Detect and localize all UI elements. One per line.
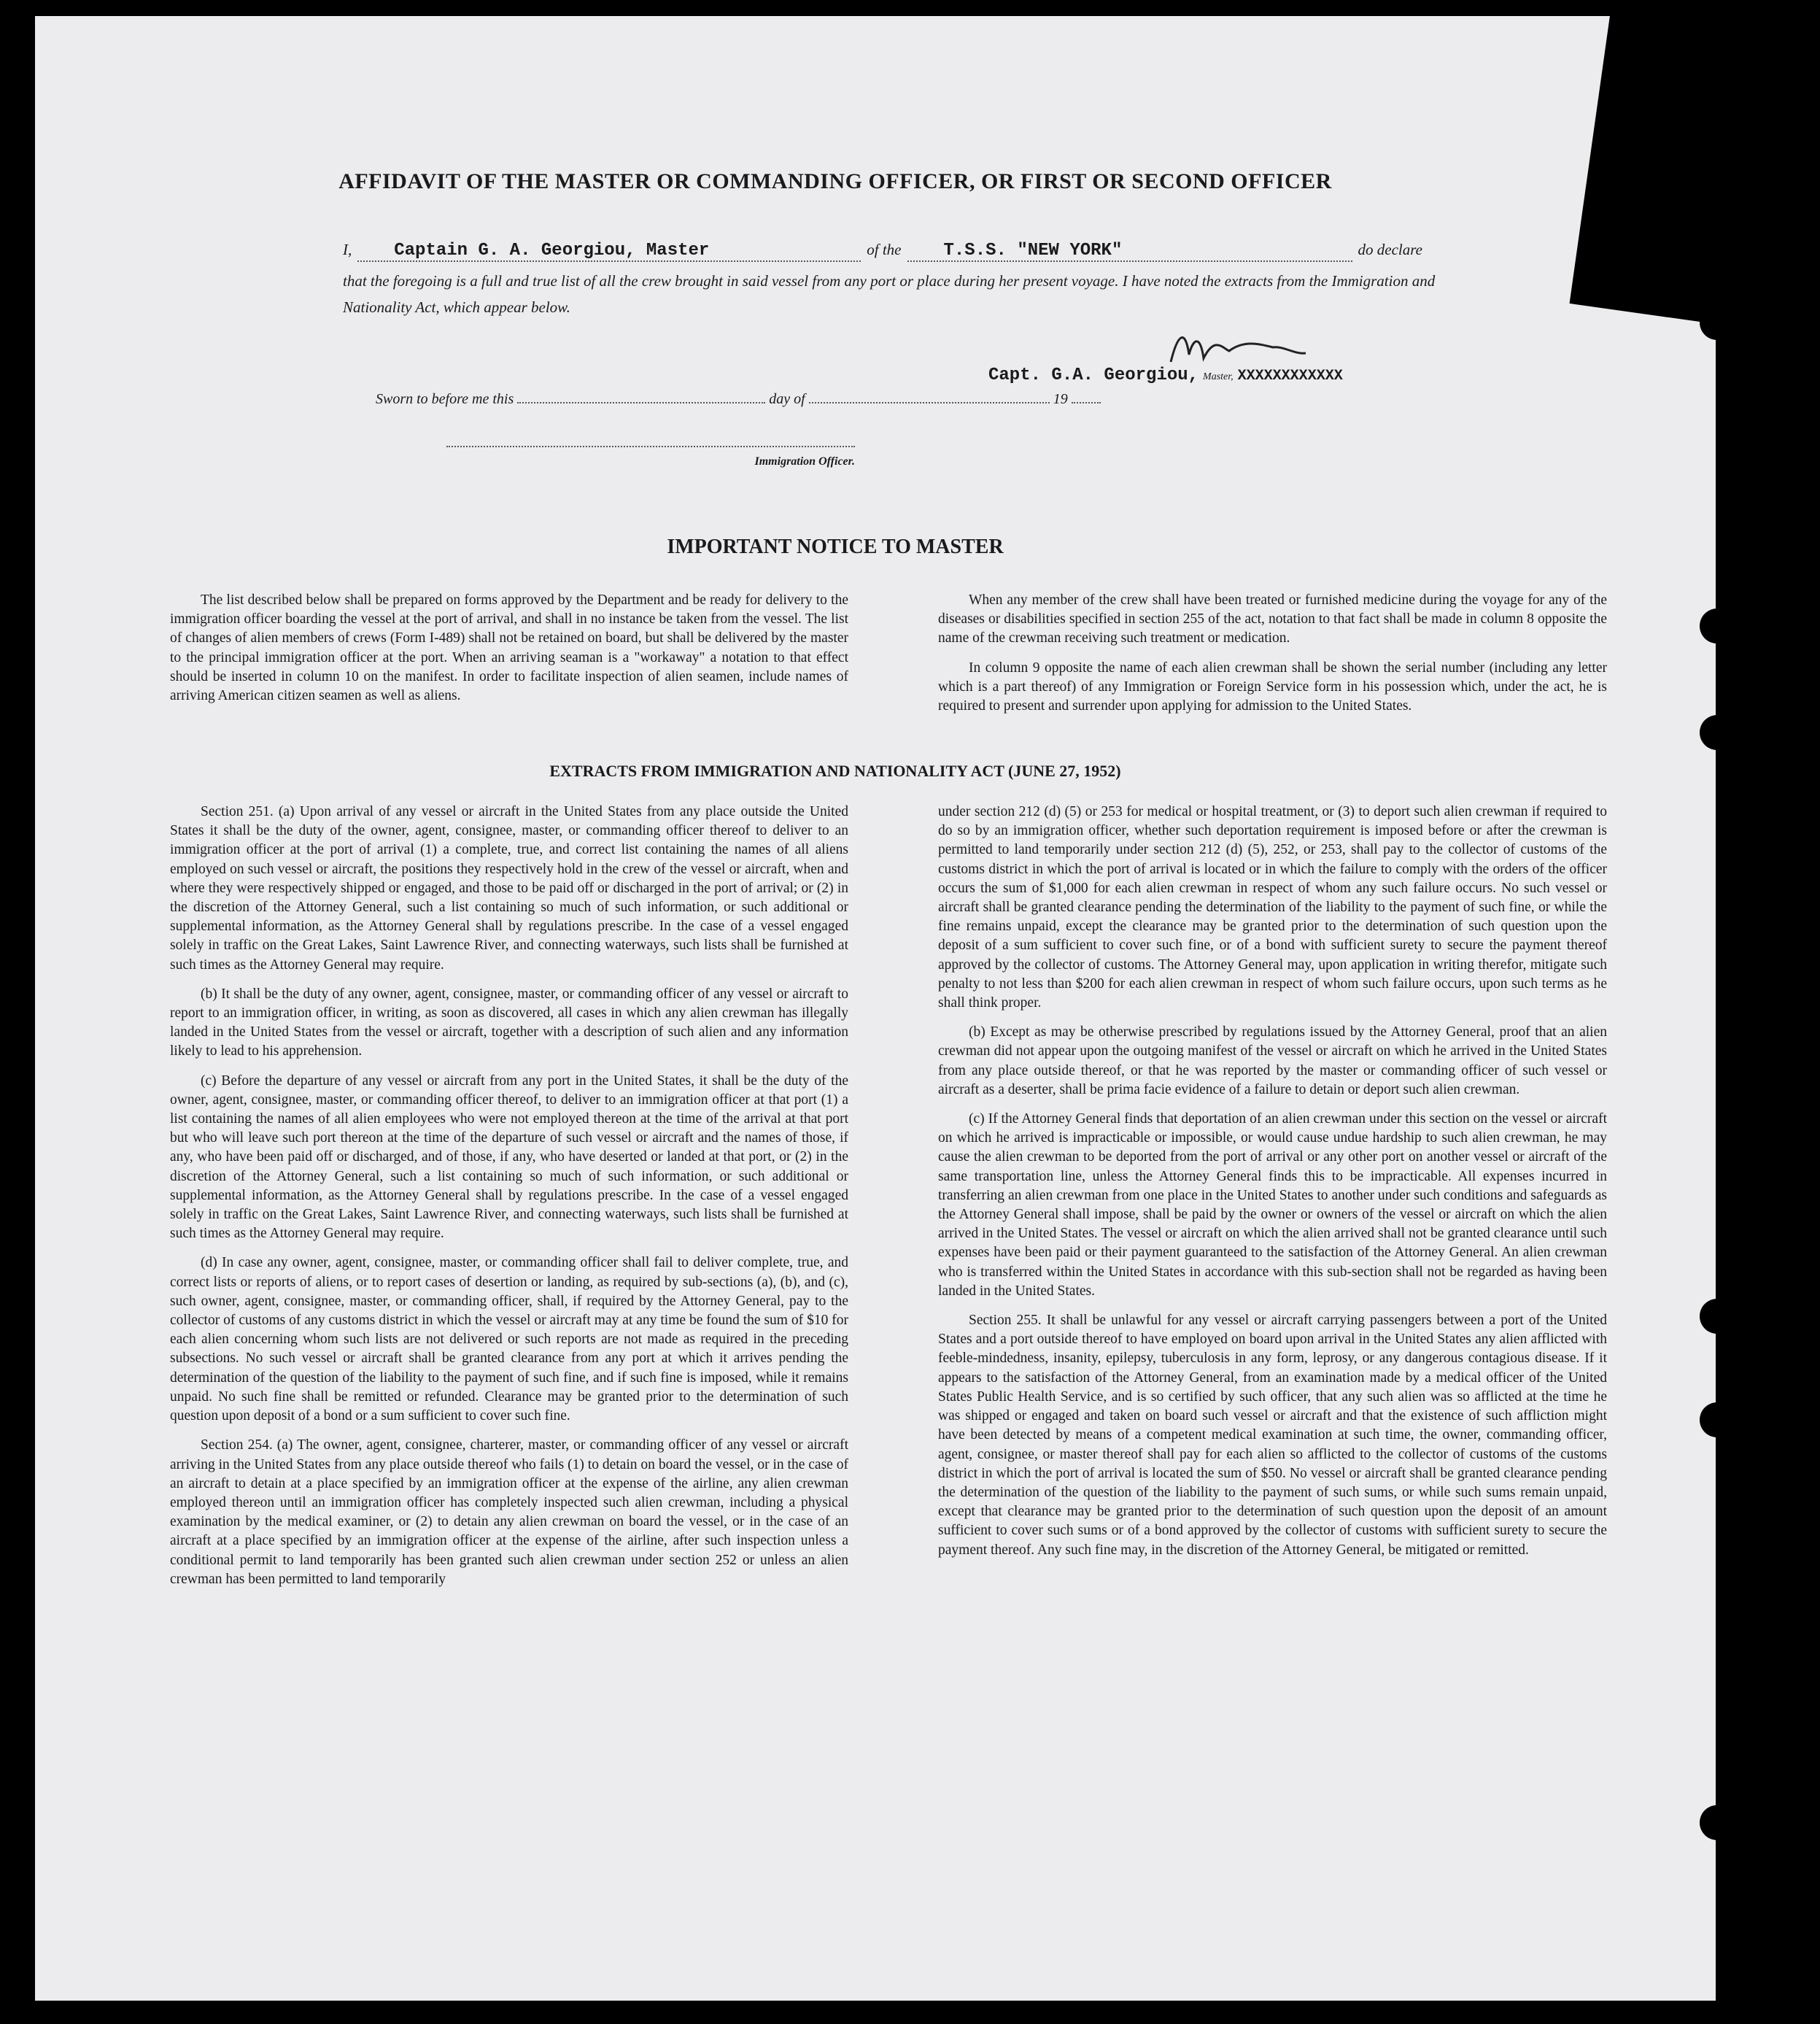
punch-hole — [1700, 609, 1735, 644]
punch-hole — [1700, 715, 1735, 750]
declaration-line — [343, 241, 1466, 262]
master-name: Captain G. A. Georgiou, Master — [394, 241, 710, 260]
vessel-name-field — [907, 241, 1352, 262]
sworn-line — [376, 391, 1397, 408]
signature-typed: Capt. G.A. Georgiou, — [988, 366, 1199, 385]
extract-paragraph: (c) Before the departure of any vessel or aircraft from any port in the United States, it shall be the duty of the owner, agent, consignee, master, or commanding officer thereof, to deliver to an immigration officer at that port (1) a list containing the names of all alien employees who were not employed thereon at the time of the arrival at that port but who will leave such port thereon at the time of the departure of such vessel or aircraft and the names of those, if any, who have been paid off or discharged, and of those, if any, who have deserted or landed at that port, or (2) in the discretion of the Attorney General, such a list containing so much of such information, or such additional or supplemental information, as the Attorney General shall by regulations prescribe. In the case of a vessel engaged solely in traffic on the Great Lakes, Saint Lawrence River, and connecting waterways, such lists shall be furnished at such times as the Attorney General may require. — [170, 1073, 848, 1242]
officer-signature — [446, 438, 855, 468]
extracts-left-column — [170, 803, 848, 1599]
extract-paragraph: Section 254. (a) The owner, agent, consignee, charterer, master, or commanding officer of any vessel or aircraft arriving in the United States from any place outside thereof who fails (1) to detain on board the vessel, or in the case of an aircraft to detain at a place specified by an immigration officer at the expense of the airline, any alien crewman employed thereon until an immigration officer has completely inspected such alien crewman, including a physical examination by the medical examiner, or (2) to detain any alien crewman on board the vessel, or in the case of an aircraft at a place specified by an immigration officer at the expense of the airline, after such inspection unless a conditional permit to land temporarily has been granted such alien crewman under section 252 or unless an alien crewman has been permitted to land temporarily — [170, 1437, 848, 1587]
notice-title: IMPORTANT NOTICE TO MASTER — [667, 536, 1004, 558]
notice-paragraph: When any member of the crew shall have been treated or furnished medicine during the voyage for any of the diseases or disabilities specified in section 255 of the act, notation to that fact shall be made in column 8 opposite the name of the crewman receiving such treatment or medication. — [938, 592, 1607, 646]
notice-right-column — [938, 591, 1607, 726]
notice-paragraph: The list described below shall be prepared on forms approved by the Department and be ready for delivery to the immigration officer boarding the vessel at the port of arrival, and shall in no instance be taken from the vessel. The list of changes of alien members of crews (Form I-489) shall not be retained on board, but shall be delivered by the master to the principal immigration officer at the port. When an arriving seaman is a "workaway" a notation to that effect should be inserted in column 10 on the manifest. In order to facilitate inspection of alien seamen, include names of arriving American citizen seamen as well as aliens. — [170, 592, 848, 704]
notice-left-column — [170, 591, 848, 716]
signature-struck: XXXXXXXXXXXX — [1237, 368, 1343, 385]
vessel-name: T.S.S. "NEW YORK" — [943, 241, 1123, 260]
extracts-title: EXTRACTS FROM IMMIGRATION AND NATIONALITY ACT (JUNE 27, 1952) — [549, 762, 1121, 780]
handwritten-signature — [1163, 325, 1309, 369]
extract-paragraph: Section 255. It shall be unlawful for any vessel or aircraft carrying passengers between a port of the United States and a port outside thereof to have employed on board upon arrival in the United States any alien afflicted with feeble-mindedness, insanity, epilepsy, tuberculosis in any form, leprosy, or any dangerous contagious disease. If it appears to the satisfaction of the Attorney General, from an examination made by a medical officer of the United States Public Health Service, and is so certified by such officer, that any such alien was so afflicted at the time he was shipped or engaged and taken on board such vessel or aircraft and that the existence of such affliction might have been detected by means of a competent medical examination at such time, the owner, commanding officer, agent, consignee, or master thereof shall pay for each alien so afflicted to the collector of customs of the customs district in which the port of arrival is located the sum of $50. No vessel or aircraft shall be granted clearance pending the determination of the question of the liability to the payment of such sums, or while such sums remain unpaid, except that clearance may be granted prior to the determination of such question upon the deposit of an amount sufficient to cover such sums or of a bond approved by the collector of customs with sufficient surety to secure the payment thereof. Any such fine may, in the discretion of the Attorney General, be mitigated or remitted. — [938, 1313, 1607, 1558]
day-of-label: day of — [769, 391, 805, 407]
affidavit-title: AFFIDAVIT OF THE MASTER OR COMMANDING OFFICER, OR FIRST OR SECOND OFFICER — [338, 169, 1332, 193]
sworn-day-field — [517, 402, 765, 403]
extract-paragraph: (b) It shall be the duty of any owner, agent, consignee, master, or commanding officer of any vessel or aircraft to report to an immigration officer, in writing, as soon as discovered, all cases in which any alien crewman has illegally landed in the United States from the vessel or aircraft, together with a description of such alien and any information likely to lead to his apprehension. — [170, 986, 848, 1059]
year-prefix: 19 — [1053, 391, 1068, 407]
punch-hole — [1700, 1299, 1735, 1334]
notice-paragraph: In column 9 opposite the name of each alien crewman shall be shown the serial number (including any letter which is a part thereof) of any Immigration or Foreign Service form in his possession which, under the act, he is required to present and surrender upon applying for admission to the United States. — [938, 660, 1607, 714]
page-corner-shadow — [1570, 0, 1820, 344]
declaration-block — [343, 241, 1466, 320]
extract-paragraph: (d) In case any owner, agent, consignee, master, or commanding officer shall fail to deliver complete, true, and correct lists or reports of aliens, or to report cases of desertion or landing, as required by sub-sections (a), (b), and (c), such owner, agent, consignee, master, or commanding officer, shall, if required by the Attorney General, pay to the collector of customs of any customs district in which the vessel or aircraft may at any time be found the sum of $10 for each alien concerning whom such lists are not delivered or such reports are not made as required in the preceding subsections. No such vessel or aircraft shall be granted clearance from any port at which it arrives pending the determination of the question of the liability to the payment of such fine, and if such fine is imposed, while it remains unpaid. No such fine shall be remitted or refunded. Clearance may be granted prior to the determination of such question upon deposit of a bond or a sum sufficient to cover such fine. — [170, 1255, 848, 1424]
extracts-right-column — [938, 803, 1607, 1570]
of-the-label: of the — [867, 241, 902, 258]
signature-role: Master, — [1203, 371, 1234, 382]
officer-label: Immigration Officer. — [754, 455, 855, 468]
punch-hole — [1700, 305, 1735, 340]
i-label: I, — [343, 241, 352, 258]
extract-paragraph: Section 251. (a) Upon arrival of any vessel or aircraft in the United States from any place outside the United States it shall be the duty of the owner, agent, consignee, master, or commanding officer thereof to deliver to an immigration officer at the port of arrival (1) a complete, true, and correct list containing the names of all aliens employed on such vessel or aircraft, the positions they respectively hold in the crew of the vessel or aircraft, when and where they were respectively shipped or engaged, and those to be paid off or discharged in the port of arrival; or (2) in the discretion of the Attorney General, such a list containing so much of such information, or such additional or supplemental information, as the Attorney General shall by regulations prescribe. In the case of a vessel engaged solely in traffic on the Great Lakes, Saint Lawrence River, and connecting waterways, such lists shall be furnished at such times as the Attorney General may require. — [170, 804, 848, 973]
master-name-field — [357, 241, 861, 262]
extract-paragraph: (b) Except as may be otherwise prescribed by regulations issued by the Attorney General, proof that an alien crewman did not appear upon the outgoing manifest of the vessel or aircraft on which he arrived in the United States from any place outside thereof, or that he was reported by the master or commanding officer of such vessel or aircraft as a deserter, shall be prima facie evidence of a failure to detain or deport such alien crewman. — [938, 1024, 1607, 1097]
officer-line — [446, 440, 855, 447]
do-declare-label: do declare — [1358, 241, 1422, 258]
sworn-year-field — [1072, 402, 1101, 403]
sworn-month-field — [809, 402, 1050, 403]
signature-line — [988, 365, 1470, 385]
declaration-text: that the foregoing is a full and true list of all the crew brought in said vessel from any port or place during her present voyage. I have noted the extracts from the Immigration and Nationality Act, which appear below. — [343, 272, 1436, 316]
extract-paragraph: (c) If the Attorney General finds that deportation of an alien crewman under this section on the vessel or aircraft on which he arrived is impracticable or impossible, or would cause undue hardship to such alien crewman, he may cause the alien crewman to be deported from the port of arrival or any other port on another vessel or aircraft of the same transportation line, unless the Attorney General finds this to be impracticable. All expenses incurred in transferring an alien crewman from one place in the United States to another under such conditions and safeguards as the Attorney General shall impose, shall be paid by the owner or owners of the vessel or aircraft on which the alien arrived in the United States. The vessel or aircraft on which the alien arrived shall not be granted clearance until such expenses have been paid or their payment guaranteed to the satisfaction of the Attorney General. An alien crewman who is transferred within the United States in accordance with this sub-section shall not be regarded as having been landed in the United States. — [938, 1111, 1607, 1299]
punch-hole — [1700, 1805, 1735, 1840]
punch-hole — [1700, 1402, 1735, 1437]
sworn-label: Sworn to before me this — [376, 391, 514, 407]
extract-paragraph: under section 212 (d) (5) or 253 for medical or hospital treatment, or (3) to deport such alien crewman if required to do so by an immigration officer, whether such deportation requirement is imposed before or after the crewman is permitted to land temporarily under section 212 (d) (5), 252, or 253, shall pay to the collector of customs of the customs district in which the port of arrival is located or in which the failure to comply with the orders of the officer occurs the sum of $1,000 for each alien crewman in respect of whom any such failure occurs. No such vessel or aircraft shall be granted clearance pending the determination of the liability to the payment of such fine, or while the fine remains unpaid, except the clearance may be granted prior to the determination of such question upon the deposit of a sum sufficient to cover such fine, or of a bond with sufficient surety to secure the payment thereof approved by the collector of customs. The Attorney General may, upon application in writing therefor, mitigate such penalty to not less than $200 for each alien crewman in respect of whom such failure occurs, upon such terms as he shall think proper. — [938, 804, 1607, 1011]
